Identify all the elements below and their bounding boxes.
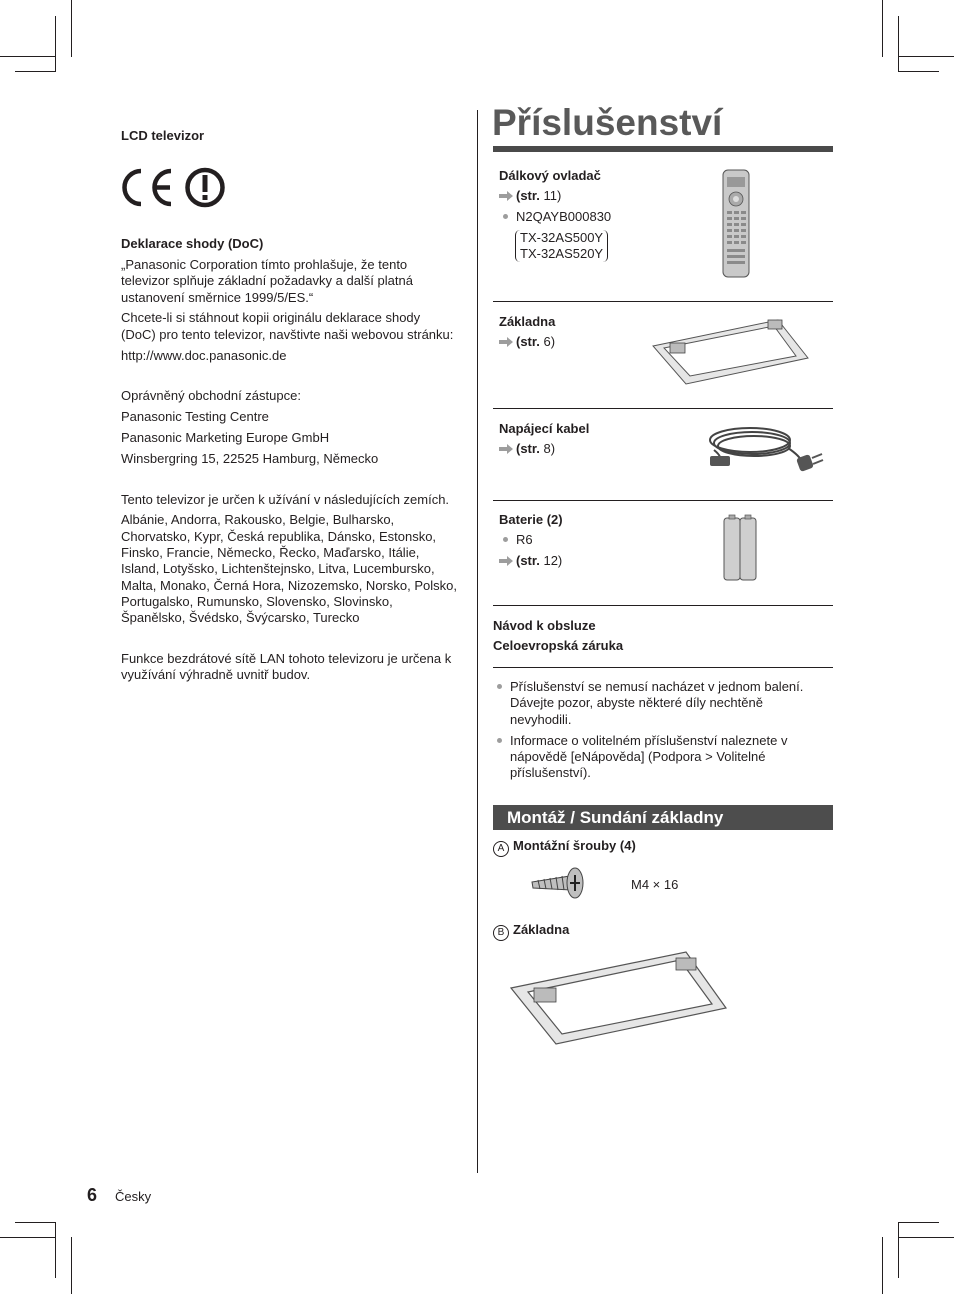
stand-large-image: [508, 950, 730, 1046]
accessory-name: Baterie (2): [499, 512, 563, 527]
crop-mark: [882, 0, 883, 57]
accessory-stand: [499, 314, 555, 351]
page-ref-num[interactable]: 12): [543, 552, 563, 568]
crop-mark: [55, 1222, 56, 1278]
page-title: Příslušenství: [492, 102, 723, 143]
crop-mark: [898, 1222, 899, 1278]
title-rule: [493, 146, 833, 152]
crop-mark: [898, 16, 899, 72]
part-name: Montážní šrouby (4): [513, 838, 636, 853]
bullet-icon: [497, 684, 502, 689]
crop-mark: [0, 56, 56, 57]
crop-mark: [15, 71, 56, 72]
page-ref-num[interactable]: 8): [543, 441, 556, 457]
rep-line: Winsbergring 15, 22525 Hamburg, Německo: [121, 450, 379, 466]
page-ref: (str.: [516, 188, 540, 204]
notes: [493, 679, 833, 782]
accessory-remote: [499, 168, 659, 262]
arrow-icon: [499, 191, 513, 201]
power-cable-image: [704, 422, 826, 477]
doc-copy-text: Chcete-li si stáhnout kopii originálu deklarace shody (DoC) pro tento televizor, navštivte naši webovou stránku:: [121, 310, 454, 342]
crop-mark: [15, 1222, 56, 1223]
crop-mark: [882, 1237, 883, 1294]
divider: [493, 667, 833, 668]
screw-image: [530, 866, 588, 902]
warranty-label: Celoevropská záruka: [493, 638, 624, 654]
rep-line: Panasonic Testing Centre: [121, 409, 269, 425]
page-ref: (str.: [516, 552, 540, 568]
stand-image: [650, 316, 810, 386]
doc-heading: Deklarace shody (DoC): [121, 236, 264, 252]
footer-language: Česky: [115, 1189, 152, 1204]
accessory-name: Základna: [499, 314, 556, 329]
accessory-name: Dálkový ovladač: [499, 168, 601, 183]
countries-intro: Tento televizor je určen k užívání v následujících zemích.: [121, 491, 450, 507]
crop-mark: [71, 1237, 72, 1294]
accessory-name: Napájecí kabel: [499, 421, 590, 436]
ce-mark: [121, 167, 458, 209]
crop-mark: [898, 1237, 954, 1238]
rep-label: Oprávněný obchodní zástupce:: [121, 388, 301, 404]
model-name: TX-32AS500Y: [520, 229, 604, 245]
accessory-batteries: [499, 512, 563, 569]
wlan-note: Funkce bezdrátové sítě LAN tohoto televizoru je určena k využívání výhradně uvnitř budov.: [121, 650, 452, 683]
battery-type: R6: [516, 532, 533, 548]
divider: [493, 408, 833, 409]
ce-alert-icon: [121, 167, 231, 209]
page-ref-num[interactable]: 11): [543, 188, 562, 204]
arrow-icon: [499, 337, 513, 347]
arrow-icon: [499, 444, 513, 454]
bullet-icon: [503, 214, 508, 219]
section-heading-bar: [493, 805, 833, 830]
part-b-label: [493, 922, 569, 941]
screw-size: M4 × 16: [631, 877, 679, 892]
page-ref: (str.: [516, 441, 540, 457]
part-name: Základna: [513, 922, 570, 937]
manual-label: Návod k obsluze: [493, 618, 596, 633]
note: Informace o volitelném příslušenství naleznete v nápovědě [eNápověda] (Podpora > Volitelné příslušenství).: [510, 732, 788, 781]
remote-code: N2QAYB000830: [516, 208, 612, 224]
crop-mark: [898, 1222, 939, 1223]
arrow-icon: [499, 556, 513, 566]
model-bracket: [515, 230, 608, 263]
bullet-icon: [503, 537, 508, 542]
model-name: TX-32AS520Y: [520, 246, 604, 262]
part-a-label: [493, 838, 636, 857]
page-ref: (str.: [516, 334, 540, 350]
section-heading: Montáž / Sundání základny: [507, 808, 724, 827]
docs-included: [493, 618, 623, 655]
crop-mark: [898, 71, 939, 72]
page-ref-num[interactable]: 6): [543, 334, 556, 350]
crop-mark: [898, 56, 954, 57]
circled-letter: B: [493, 925, 509, 941]
crop-mark: [55, 16, 56, 72]
product-name: LCD televizor: [121, 128, 205, 143]
page-number: 6: [87, 1185, 98, 1205]
doc-url[interactable]: http://www.doc.panasonic.de: [121, 347, 287, 363]
doc-quote: „Panasonic Corporation tímto prohlašuje, že tento televizor splňuje základní požadavky a další platná ustanovení směrnice 1999/5/ES.“: [121, 257, 413, 305]
left-column: [121, 128, 458, 688]
circled-letter: A: [493, 841, 509, 857]
note: Příslušenství se nemusí nacházet v jednom balení. Dávejte pozor, abyste některé díly nechtěně nevyhodili.: [510, 679, 804, 727]
crop-mark: [71, 0, 72, 57]
accessory-power-cable: [499, 421, 589, 458]
rep-line: Panasonic Marketing Europe GmbH: [121, 429, 330, 445]
batteries-image: [722, 514, 758, 582]
divider: [493, 605, 833, 606]
divider: [493, 500, 833, 501]
column-divider: [477, 110, 478, 1173]
remote-control-image: [722, 169, 750, 278]
countries-list: Albánie, Andorra, Rakousko, Belgie, Bulharsko, Chorvatsko, Kypr, Česká republika, Dánsko, Estonsko, Finsko, Francie, Německo, Řecko, Maďarsko, Itálie, Island, Lotyšsko, Lichtenštejnsko, Litva, Lucembursko, Malta, Monako, Černá Hora, Nizozemsko, Norsko, Polsko, Portugalsko, Rumunsko, Slovensko, Slovinsko, Španělsko, Švédsko, Švýcarsko, Turecko: [121, 512, 457, 626]
bullet-icon: [497, 738, 502, 743]
divider: [493, 301, 833, 302]
crop-mark: [0, 1237, 56, 1238]
